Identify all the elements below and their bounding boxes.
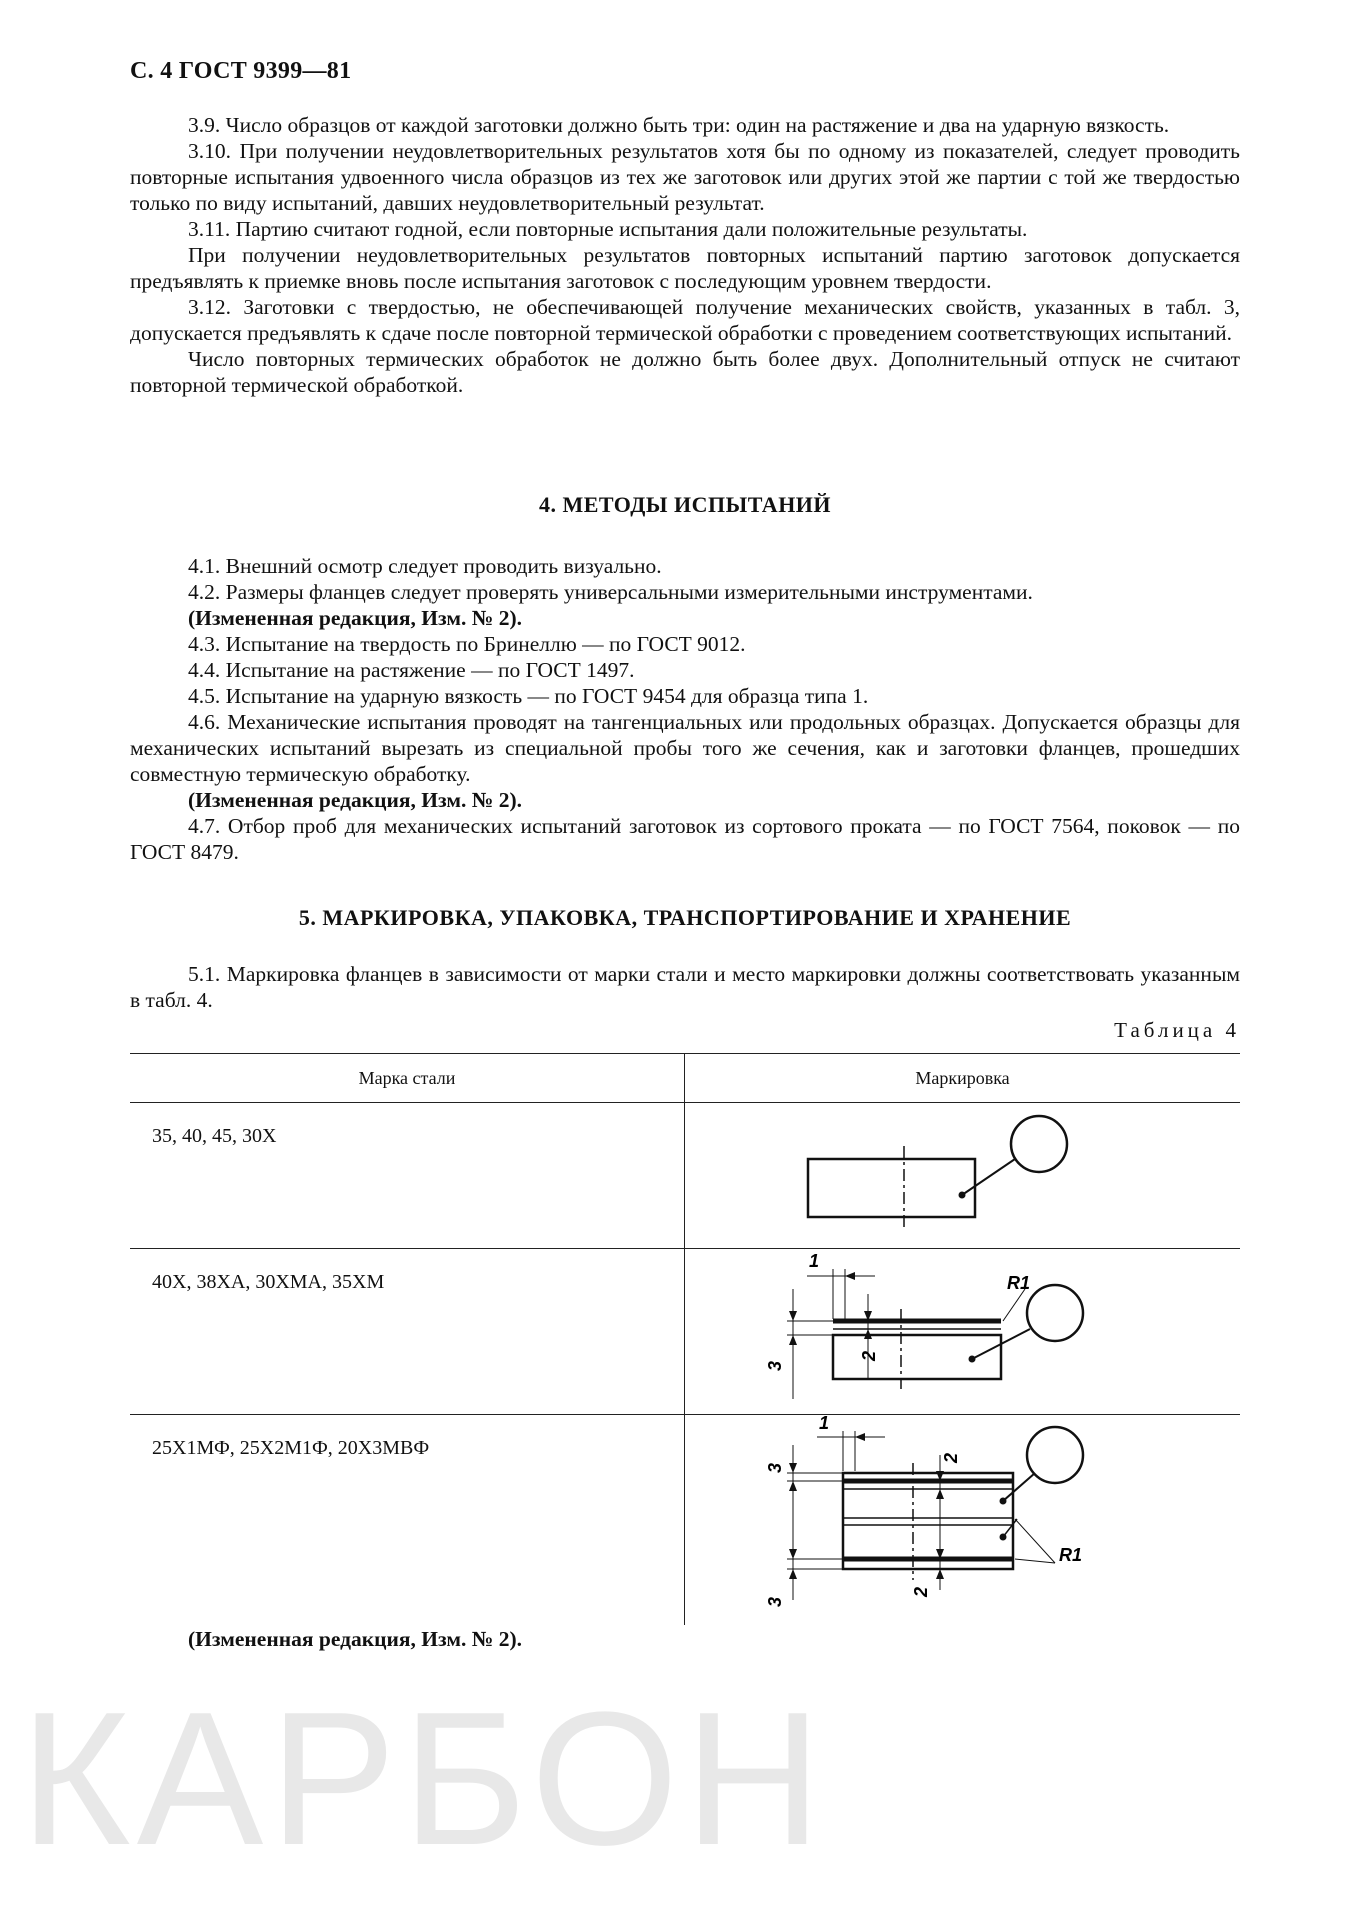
marking-drawing-3 — [685, 1415, 1240, 1625]
dimension-label: 2 — [911, 1586, 931, 1597]
amendment-note: (Измененная редакция, Изм. № 2). — [188, 1627, 522, 1651]
paragraph-3-12: 3.12. Заготовки с твердостью, не обеспечивающей получение механических свойств, указанных в табл. 3, допускается предъявлять к сдаче после повторной термической обработки с проведением соответствующих испытаний. — [130, 295, 1240, 345]
paragraph-4-4: 4.4. Испытание на растяжение — по ГОСТ 1497. — [188, 658, 635, 682]
paragraph-3-11-cont: При получении неудовлетворительных результатов повторных испытаний партию заготовок допускается предъявлять к приемке вновь после испытания заготовок с последующим уровнем твердости. — [130, 243, 1240, 293]
body-top — [130, 112, 1240, 398]
paragraph-4-1: 4.1. Внешний осмотр следует проводить визуально. — [188, 554, 662, 578]
section-5-body — [130, 961, 1240, 1013]
table-row — [130, 1249, 1240, 1415]
page-header: С. 4 ГОСТ 9399—81 — [130, 58, 352, 84]
paragraph-3-11: 3.11. Партию считают годной, если повторные испытания дали положительные результаты. — [188, 217, 1028, 241]
paragraph-3-12-cont: Число повторных термических обработок не должно быть более двух. Дополнительный отпуск не считают повторной термической обработкой. — [130, 347, 1240, 397]
radius-label: R1 — [1007, 1273, 1031, 1293]
dimension-label: 1 — [819, 1415, 830, 1433]
amendment-note: (Измененная редакция, Изм. № 2). — [188, 788, 522, 812]
steel-grade-cell: 40Х, 38ХА, 30ХМА, 35ХМ — [152, 1271, 385, 1293]
section-4-body — [130, 553, 1240, 865]
dimension-label: 2 — [941, 1452, 961, 1463]
column-header-marking: Маркировка — [685, 1054, 1241, 1103]
paragraph-3-10: 3.10. При получении неудовлетворительных результатов хотя бы по одному из показателей, следует проводить повторные испытания удвоенного числа образцов из тех же заготовок или других этой же партии с той же твердостью только по виду испытаний, давших неудовлетворительный результат. — [130, 139, 1240, 215]
section-4-title: 4. МЕТОДЫ ИСПЫТАНИЙ — [538, 492, 832, 517]
table-row — [130, 1415, 1240, 1626]
marking-table — [130, 1053, 1240, 1625]
paragraph-4-2: 4.2. Размеры фланцев следует проверять универсальными измерительными инструментами. — [188, 580, 1033, 604]
dimension-label: 3 — [765, 1462, 785, 1473]
paragraph-4-3: 4.3. Испытание на твердость по Бринеллю — по ГОСТ 9012. — [188, 632, 746, 656]
steel-grade-cell: 35, 40, 45, 30Х — [152, 1125, 277, 1147]
dimension-label: 1 — [809, 1251, 820, 1271]
dimension-label: 3 — [765, 1596, 785, 1607]
paragraph-4-5: 4.5. Испытание на ударную вязкость — по ГОСТ 9454 для образца типа 1. — [188, 684, 869, 708]
section-5-title: 5. МАРКИРОВКА, УПАКОВКА, ТРАНСПОРТИРОВАНИЕ И ХРАНЕНИЕ — [298, 905, 1072, 930]
steel-grade-cell: 25Х1МФ, 25Х2М1Ф, 20Х3МВФ — [152, 1437, 430, 1459]
paragraph-3-9: 3.9. Число образцов от каждой заготовки должно быть три: один на растяжение и два на ударную вязкость. — [188, 113, 1170, 137]
table-row — [130, 1103, 1240, 1249]
column-header-steel: Марка стали — [130, 1054, 685, 1103]
table-header-row — [130, 1054, 1240, 1103]
marking-drawing-2 — [685, 1249, 1240, 1414]
marking-drawing-1 — [685, 1103, 1240, 1248]
radius-label: R1 — [1059, 1545, 1083, 1565]
dimension-label: 3 — [765, 1360, 785, 1371]
paragraph-4-7: 4.7. Отбор проб для механических испытаний заготовок из сортового проката — по ГОСТ 7564, поковок — по ГОСТ 8479. — [130, 814, 1240, 864]
dimension-label: 2 — [859, 1350, 879, 1361]
paragraph-4-6: 4.6. Механические испытания проводят на тангенциальных или продольных образцах. Допускается образцы для механических испытаний вырезать из специальной пробы того же сечения, как и заготовки фланцев, прошедших совместную термическую обработку. — [130, 710, 1240, 786]
paragraph-5-1: 5.1. Маркировка фланцев в зависимости от марки стали и место маркировки должны соответствовать указанным в табл. 4. — [130, 962, 1240, 1012]
amendment-note: (Измененная редакция, Изм. № 2). — [188, 606, 522, 630]
watermark: КАРБОН — [20, 1673, 828, 1885]
table-caption: Таблица 4 — [1114, 1018, 1240, 1042]
